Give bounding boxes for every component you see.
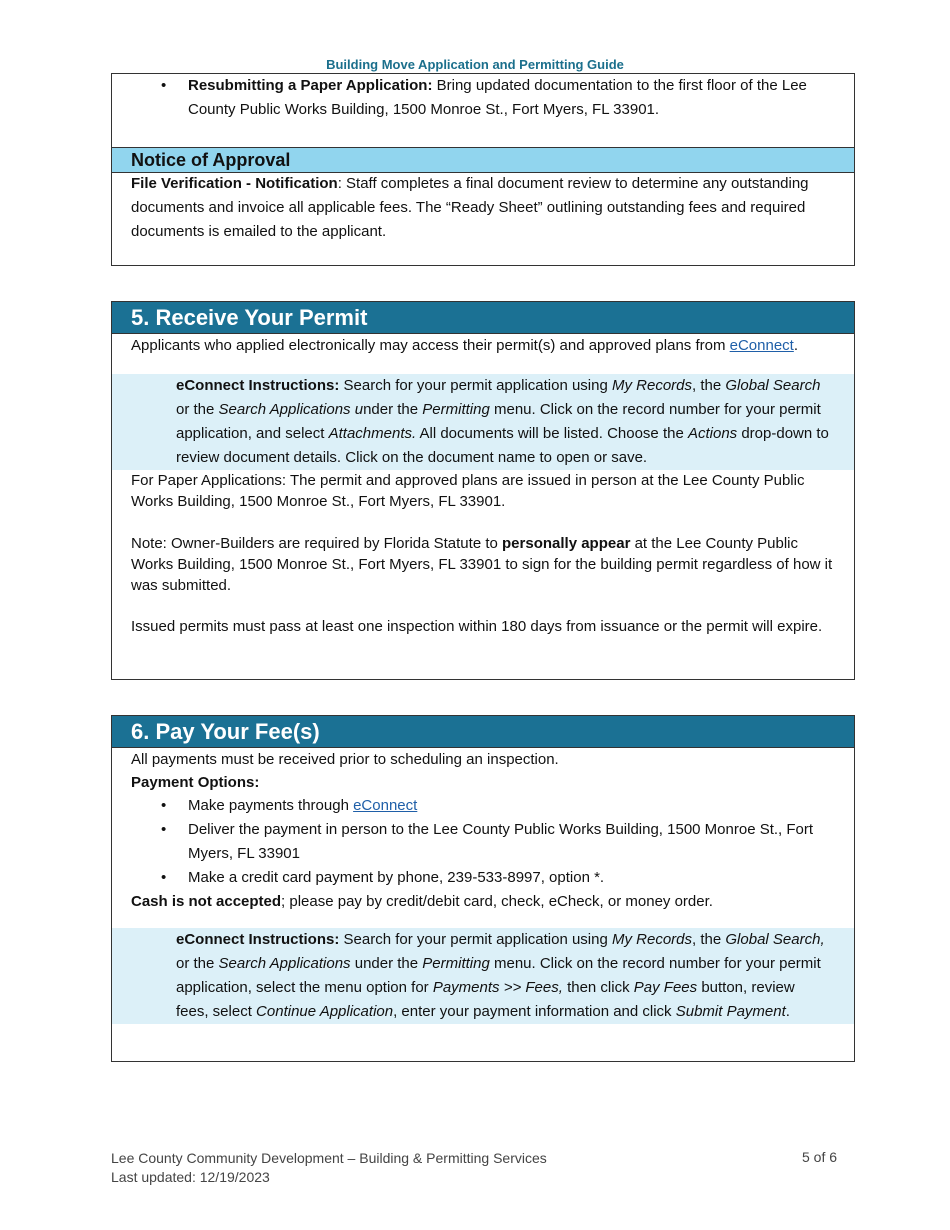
footer-org: Lee County Community Development – Building & Permitting Services [111,1150,547,1166]
cash-notice-bold: Cash is not accepted [131,893,282,910]
instr-text: All documents will be listed. Choose the [416,425,688,442]
instr-italic: Permitting [422,401,490,418]
instructions-label: eConnect Instructions: [176,377,340,394]
instr-italic: Permitting [422,955,490,972]
instr-italic: Attachments. [328,425,417,442]
paper-applications-paragraph: For Paper Applications: The permit and approved plans are issued in person at the Lee County Public Works Building, 1500 Monroe St., Fort Myers, FL 33901. [131,472,805,510]
payment-options-list [112,794,854,890]
note-bold: personally appear [502,535,631,552]
instr-italic: Search Applications [218,955,351,972]
section-5-title: 5. Receive Your Permit [112,302,854,334]
instr-text: menu. Click on the record number for your permit application, and select [176,401,821,442]
econnect-link[interactable]: eConnect [729,337,794,354]
resubmit-text: Bring updated documentation to the first floor of the Lee County Public Works Building, 1500 Monroe St., Fort Myers, FL 33901. [188,77,807,118]
payment-options-text: Payment Options: [131,774,260,791]
instr-italic: Search Applications u [218,401,364,418]
inspection-expiry-paragraph: Issued permits must pass at least one inspection within 180 days from issuance or the permit will expire. [131,618,823,635]
instr-text: , the [692,377,726,394]
instr-text: or the [176,401,219,418]
section-6-title: 6. Pay Your Fee(s) [112,716,854,748]
payment-option-in-person: • Deliver the payment in person to the Lee County Public Works Building, 1500 Monroe St., Fort Myers, FL 33901 [112,818,854,866]
option-text: Make payments through [188,797,354,814]
file-verification-label: File Verification - Notification [131,175,338,192]
instr-italic: My Records [612,931,693,948]
instructions-label: eConnect Instructions: [176,931,340,948]
section-5-intro [112,334,854,357]
instr-italic: Payments >> Fees, [432,979,563,996]
footer-info [111,1149,547,1187]
note-text: Note: Owner-Builders are required by Florida Statute to [131,535,503,552]
file-verification-text: : Staff completes a final document review to determine any outstanding documents and invoice all applicable fees. The “Ready Sheet” outlining outstanding fees and required documents is emailed to the applicant. [131,175,809,240]
owner-builder-note [112,533,854,596]
notice-of-approval-box [111,73,855,266]
payment-options-label [112,771,854,794]
instr-text: nder the [363,401,423,418]
notice-of-approval-heading: Notice of Approval [112,147,854,173]
section-6-econnect-instructions [112,928,854,1024]
instr-italic: Actions [687,425,738,442]
receive-permit-section [111,301,855,680]
instr-text: Search for your permit application using [339,931,612,948]
resubmit-bullet [112,74,854,122]
document-header-title: Building Move Application and Permitting Guide [326,57,624,72]
section-5-econnect-instructions [112,374,854,470]
pay-fees-section [111,715,855,1062]
section-5-intro-end: . [793,337,799,354]
instr-text: , enter your payment information and click [393,1003,676,1020]
instr-text: Search for your permit application using [339,377,612,394]
instr-text: menu. Click on the record number for your permit application, select the menu option for [176,955,821,996]
payment-option-econnect [112,794,854,818]
instr-italic: Submit Payment [675,1003,786,1020]
payment-option-phone: • Make a credit card payment by phone, 239-533-8997, option *. [112,866,854,890]
resubmit-label: Resubmitting a Paper Application: [188,77,433,94]
payments-intro: All payments must be received prior to scheduling an inspection. [131,751,559,768]
cash-notice-text: ; please pay by credit/debit card, check, eCheck, or money order. [281,893,713,910]
econnect-link[interactable]: eConnect [353,797,418,814]
instr-text: , the [692,931,726,948]
instr-text: under the [350,955,423,972]
cash-notice [112,890,854,914]
resubmit-list [112,74,854,122]
instr-italic: My Records [612,377,693,394]
instr-text: drop-down to review document details. Click on the document name to open or save. [176,425,829,466]
instr-text: or the [176,955,219,972]
section-5-intro-text: Applicants who applied electronically may access their permit(s) and approved plans from [131,337,730,354]
page-number: 5 of 6 [802,1149,838,1165]
note-text: at the Lee County Public Works Building, 1500 Monroe St., Fort Myers, FL 33901 to sign for the building permit regardless of how it was submitted. [131,535,833,594]
instr-text: button, review fees, select [176,979,795,1020]
instr-text: . [785,1003,790,1020]
instr-text: then click [562,979,634,996]
instr-italic: Global Search, [725,931,825,948]
file-verification-paragraph [112,172,854,244]
instr-italic: Pay Fees [633,979,698,996]
instr-italic: Continue Application [256,1003,394,1020]
footer-updated: Last updated: 12/19/2023 [111,1169,270,1185]
instr-italic: Global Search [725,377,821,394]
